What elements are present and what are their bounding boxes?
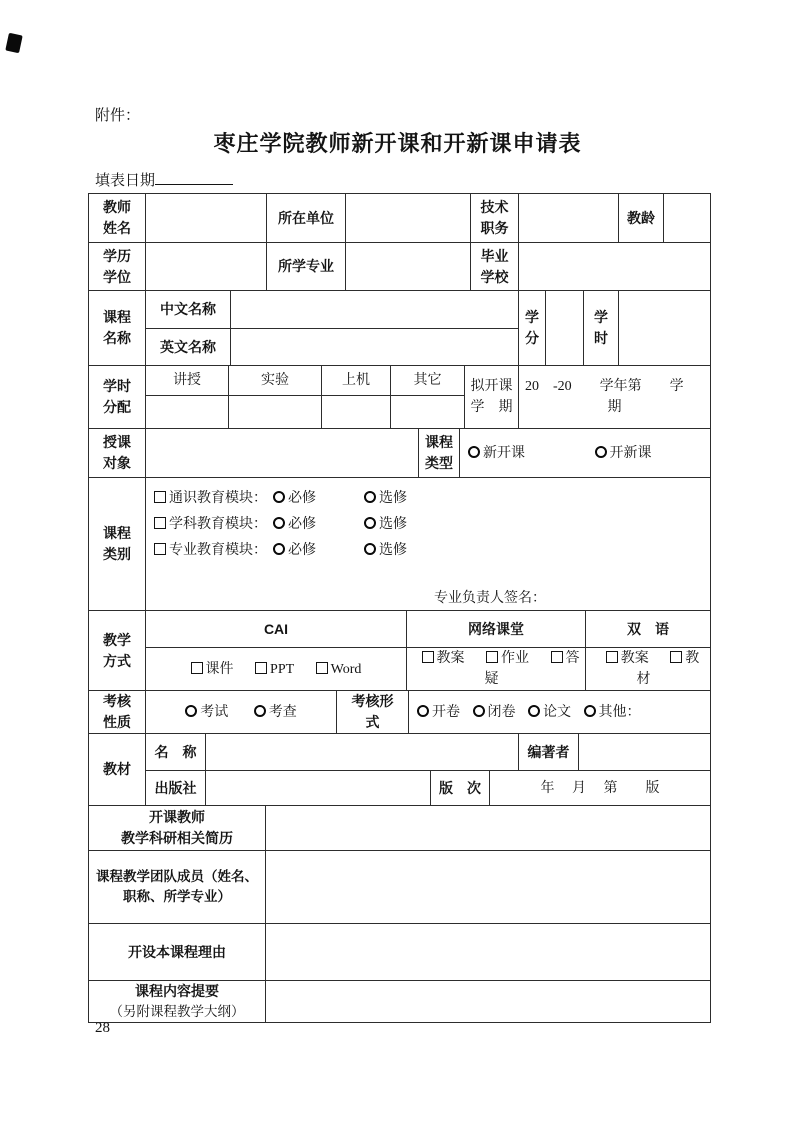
en-name-value-cell	[231, 329, 519, 366]
course-reason-value-cell	[266, 924, 711, 981]
hour-value-cell	[619, 291, 711, 366]
teaching-age-label: 教龄	[619, 194, 664, 243]
teacher-resume-label-line1: 开课教师	[149, 809, 205, 825]
textbook-name-label: 名 称	[146, 734, 206, 771]
section-textbook	[88, 733, 711, 806]
section-hours-allocation	[88, 365, 711, 429]
fill-date-row	[95, 169, 233, 190]
target-value-cell	[146, 429, 419, 478]
radio-icon	[595, 446, 607, 458]
teacher-resume-label	[89, 806, 266, 851]
online-class-group-header: 网络课堂	[407, 611, 586, 648]
option-label: 教案	[620, 651, 649, 666]
computer-col-header: 上机	[322, 366, 391, 396]
other-hours-cell	[391, 396, 465, 429]
content-summary-label	[89, 981, 266, 1023]
checkbox-icon	[191, 662, 203, 674]
exam-nature-label: 考核性质	[89, 691, 146, 734]
content-summary-label-line2: （另附课程教学大纲）	[109, 1004, 245, 1019]
category-content-cell	[146, 478, 711, 611]
computer-hours-cell	[322, 396, 391, 429]
checkbox-icon	[154, 517, 166, 529]
option-thesis	[528, 705, 571, 720]
option-label: 开卷	[432, 704, 460, 720]
teacher-name-label: 教师姓名	[89, 194, 146, 243]
exam-form-options-cell	[409, 691, 711, 734]
option-required	[273, 517, 316, 532]
lecture-col-header: 讲授	[146, 366, 229, 396]
hour-label: 学时	[584, 291, 619, 366]
radio-icon	[185, 705, 197, 717]
checkbox-icon	[486, 651, 498, 663]
checkbox-icon	[255, 662, 267, 674]
option-required	[273, 543, 316, 558]
radio-icon	[273, 517, 285, 529]
section-exam	[88, 690, 711, 734]
author-label: 编著者	[519, 734, 579, 771]
section-teaching-method	[88, 610, 711, 691]
application-form-table	[88, 193, 710, 1023]
section-teacher-info	[88, 193, 711, 291]
option-label: 新开课	[483, 445, 525, 461]
page-number: 28	[95, 1020, 110, 1036]
lecture-hours-cell	[146, 396, 229, 429]
textbook-label: 教材	[89, 734, 146, 806]
checkbox-icon	[154, 491, 166, 503]
tech-title-value-cell	[519, 194, 619, 243]
course-name-label: 课程名称	[89, 291, 146, 366]
option-elective	[364, 517, 407, 532]
hours-alloc-label: 学时分配	[89, 366, 146, 429]
method-label: 教学方式	[89, 611, 146, 691]
option-label: 答疑	[484, 651, 580, 687]
option-lesson-plan	[606, 651, 649, 666]
option-label: 必修	[288, 543, 316, 558]
checkbox-icon	[551, 651, 563, 663]
team-members-label: 课程教学团队成员（姓名、职称、所学专业）	[89, 851, 266, 924]
option-elective	[364, 491, 407, 506]
checkbox-icon	[316, 662, 328, 674]
option-ppt	[255, 662, 294, 677]
option-exam	[185, 705, 228, 720]
major-label: 所学专业	[267, 243, 346, 291]
grad-school-value-cell	[519, 243, 711, 291]
edition-label: 版 次	[431, 771, 490, 806]
experiment-hours-cell	[229, 396, 322, 429]
author-value-cell	[579, 734, 711, 771]
credit-label: 学分	[519, 291, 546, 366]
online-options-cell	[407, 648, 586, 691]
content-summary-label-line1: 课程内容提要	[135, 983, 219, 999]
module-label: 通识教育模块：	[169, 491, 267, 506]
module-label: 学科教育模块：	[169, 517, 267, 532]
option-required	[273, 491, 316, 506]
option-label: 必修	[288, 517, 316, 532]
cn-name-label: 中文名称	[146, 291, 231, 329]
section-bottom-rows	[88, 805, 711, 1023]
radio-icon	[468, 446, 480, 458]
tech-title-label: 技术职务	[471, 194, 519, 243]
option-label: 作业	[501, 651, 529, 666]
edition-value-cell: 年 月 第 版	[490, 771, 711, 806]
option-closed-book	[473, 705, 516, 720]
module-line-professional	[154, 538, 710, 564]
option-label: 考查	[268, 704, 297, 720]
teacher-name-value-cell	[146, 194, 267, 243]
option-assessment	[254, 705, 297, 720]
unit-value-cell	[346, 194, 471, 243]
option-other	[584, 705, 641, 720]
option-label: 选修	[379, 543, 407, 558]
section-target-type	[88, 428, 711, 478]
checkbox-icon	[422, 651, 434, 663]
publisher-value-cell	[206, 771, 431, 806]
radio-icon	[584, 705, 596, 717]
fill-date-underline	[155, 169, 233, 185]
cai-options-cell	[146, 648, 407, 691]
option-label: PPT	[270, 661, 295, 677]
exam-nature-options-cell	[146, 691, 337, 734]
section-course-category	[88, 477, 711, 611]
radio-icon	[273, 543, 285, 555]
teacher-resume-label-line2: 教学科研相关简历	[121, 830, 233, 846]
module-line-subject	[154, 512, 710, 538]
checkbox-icon	[606, 651, 618, 663]
option-label: 教案	[436, 651, 465, 666]
option-homework	[486, 651, 529, 666]
checkbox-icon	[154, 543, 166, 555]
radio-icon	[364, 491, 376, 503]
exam-form-label: 考核形式	[337, 691, 409, 734]
bilingual-options-cell	[586, 648, 711, 691]
planned-semester-label	[465, 366, 519, 429]
category-label: 课程类别	[89, 478, 146, 611]
radio-icon	[528, 705, 540, 717]
radio-icon	[254, 705, 266, 717]
option-new-open-course	[468, 446, 525, 461]
module-label: 专业教育模块：	[169, 543, 267, 558]
option-label: 课件	[205, 661, 234, 677]
publisher-label: 出版社	[146, 771, 206, 806]
option-open-book	[417, 705, 460, 720]
radio-icon	[273, 491, 285, 503]
option-lesson-plan	[422, 651, 465, 666]
scan-artifact-mark	[5, 33, 22, 54]
option-label: 闭卷	[487, 704, 516, 720]
radio-icon	[364, 543, 376, 555]
experiment-col-header: 实验	[229, 366, 322, 396]
option-label: 必修	[288, 491, 316, 506]
option-label: 选修	[379, 491, 407, 506]
credit-value-cell	[546, 291, 584, 366]
option-label: 论文	[543, 704, 571, 720]
option-label: 开新课	[609, 445, 652, 461]
teaching-age-value-cell	[664, 194, 711, 243]
semester-value-line1: 20 -20 学年第 学	[525, 379, 684, 394]
course-type-options-cell	[460, 429, 711, 478]
target-label: 授课对象	[89, 429, 146, 478]
unit-label: 所在单位	[267, 194, 346, 243]
option-label: Word	[330, 661, 362, 677]
cai-group-header: CAI	[146, 611, 407, 648]
planned-semester-value-cell	[519, 366, 711, 429]
option-label: 其他：	[598, 704, 641, 720]
section-course-name	[88, 290, 711, 366]
radio-icon	[417, 705, 429, 717]
option-label: 考试	[200, 704, 229, 720]
director-signature-label: 专业负责人签名：	[434, 591, 546, 606]
major-value-cell	[346, 243, 471, 291]
radio-icon	[473, 705, 485, 717]
planned-semester-label-line2: 学 期	[470, 400, 513, 415]
team-members-value-cell	[266, 851, 711, 924]
teacher-resume-value-cell	[266, 806, 711, 851]
semester-value-line2: 期	[607, 400, 622, 415]
degree-label: 学历学位	[89, 243, 146, 291]
other-col-header: 其它	[391, 366, 465, 396]
course-type-label: 课程类型	[419, 429, 460, 478]
page-title: 枣庄学院教师新开课和开新课申请表	[213, 131, 582, 156]
fill-date-label: 填表日期	[95, 173, 156, 189]
option-word	[316, 662, 362, 677]
option-elective	[364, 543, 407, 558]
degree-value-cell	[146, 243, 267, 291]
planned-semester-label-line1: 拟开课	[470, 379, 513, 394]
cn-name-value-cell	[231, 291, 519, 329]
checkbox-icon	[670, 651, 682, 663]
attachment-label: 附件：	[95, 108, 141, 124]
module-line-general	[154, 486, 710, 512]
content-summary-value-cell	[266, 981, 711, 1023]
option-courseware	[191, 662, 234, 677]
option-label: 教材	[636, 651, 700, 687]
option-label: 选修	[379, 517, 407, 532]
grad-school-label: 毕业学校	[471, 243, 519, 291]
bilingual-group-header: 双 语	[586, 611, 711, 648]
textbook-name-value-cell	[206, 734, 519, 771]
course-reason-label: 开设本课程理由	[89, 924, 266, 981]
option-open-new-course	[595, 446, 652, 461]
radio-icon	[364, 517, 376, 529]
en-name-label: 英文名称	[146, 329, 231, 366]
